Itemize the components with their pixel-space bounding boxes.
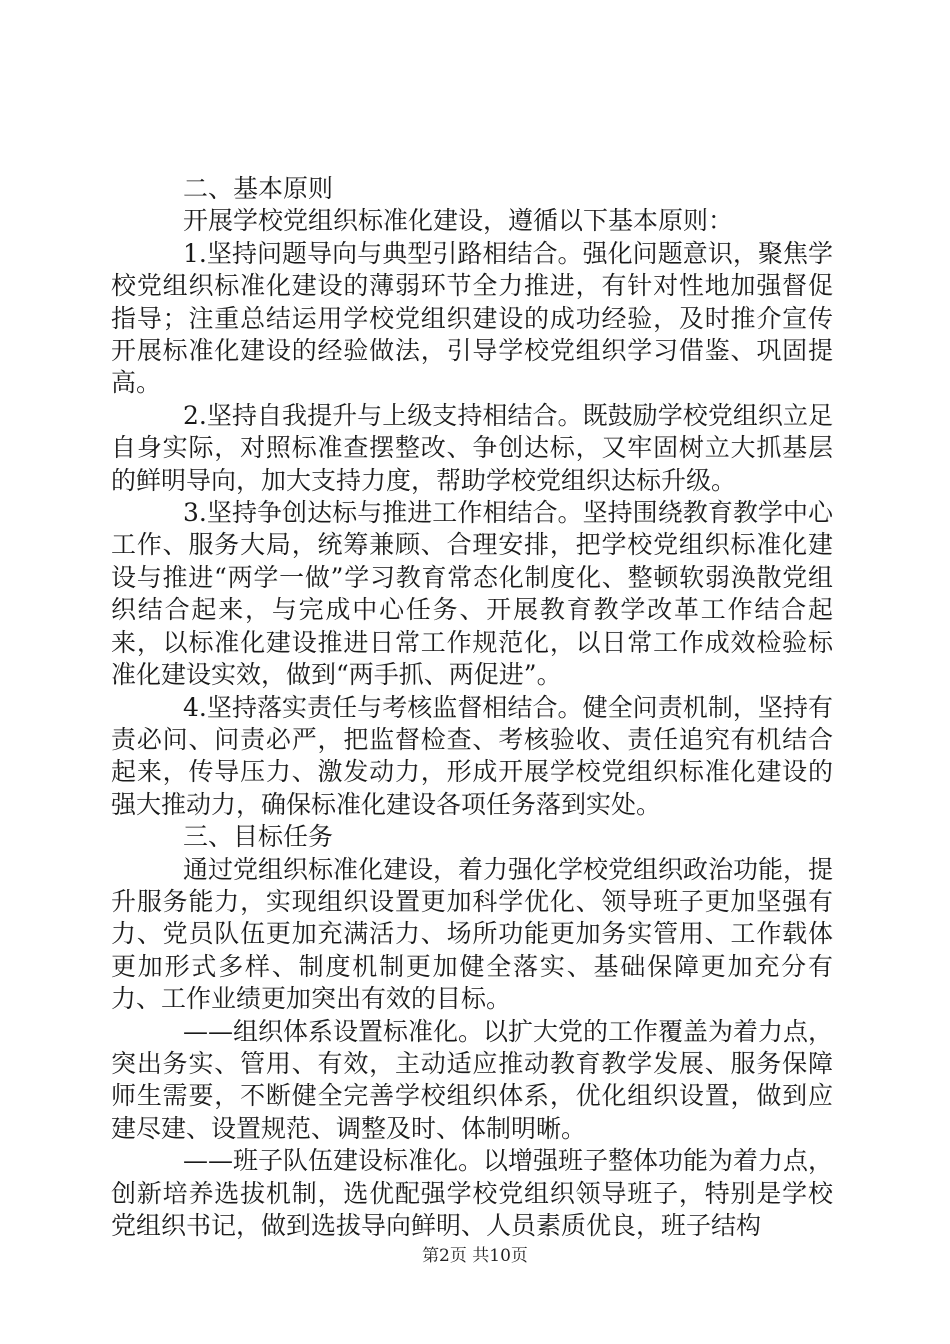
principle-1-paragraph: 1.坚持问题导向与典型引路相结合。强化问题意识，聚焦学校党组织标准化建设的薄弱环节全力推进，有针对性地加强督促指导；注重总结运用学校党组织建设的成功经验，及时推介宣传开展标准化建设的经验做法，引导学校党组织学习借鉴、巩固提高。 — [111, 238, 833, 398]
principle-4-paragraph: 4.坚持落实责任与考核监督相结合。健全问责机制，坚持有责必问、问责必严，把监督检查、考核验收、责任追究有机结合起来，传导压力、激发动力，形成开展学校党组织标准化建设的强大推动力，确保标准化建设各项任务落到实处。 — [111, 692, 833, 819]
section-heading-basic-principles: 二、基本原则 — [183, 174, 334, 203]
principle-2-paragraph: 2.坚持自我提升与上级支持相结合。既鼓励学校党组织立足自身实际，对照标准查摆整改、争创达标，又牢固树立大抓基层的鲜明导向，加大支持力度，帮助学校党组织达标升级。 — [111, 400, 833, 495]
goals-paragraph: 通过党组织标准化建设，着力强化学校党组织政治功能，提升服务能力，实现组织设置更加科学优化、领导班子更加坚强有力、党员队伍更加充满活力、场所功能更加务实管用、工作载体更加形式多样、制度机制更加健全落实、基础保障更加充分有力、工作业绩更加突出有效的目标。 — [111, 854, 834, 1014]
principle-3-paragraph: 3.坚持争创达标与推进工作相结合。坚持围绕教育教学中心工作、服务大局，统筹兼顾、合理安排，把学校党组织标准化建设与推进“两学一做”学习教育常态化制度化、整顿软弱涣散党组织结合起来，与完成中心任务、开展教育教学改革工作结合起来，以标准化建设推进日常工作规范化，以日常工作成效检验标准化建设实效，做到“两手抓、两促进”。 — [111, 498, 833, 690]
document-body — [111, 173, 833, 1242]
organization-system-paragraph: ——组织体系设置标准化。以扩大党的工作覆盖为着力点，突出务实、管用、有效，主动适应推动教育教学发展、服务保障师生需要，不断健全完善学校组织体系，优化组织设置，做到应建尽建、设置规范、调整及时、体制明晰。 — [111, 1016, 834, 1143]
leadership-team-paragraph: ——班子队伍建设标准化。以增强班子整体功能为着力点，创新培养选拔机制，选优配强学校党组织领导班子，特别是学校党组织书记，做到选拔导向鲜明、人员素质优良，班子结构 — [111, 1146, 834, 1240]
page-number-footer: 第2页 共10页 — [422, 1246, 528, 1266]
section-heading-goals: 三、目标任务 — [183, 822, 334, 852]
intro-paragraph: 开展学校党组织标准化建设，遵循以下基本原则： — [183, 206, 734, 236]
